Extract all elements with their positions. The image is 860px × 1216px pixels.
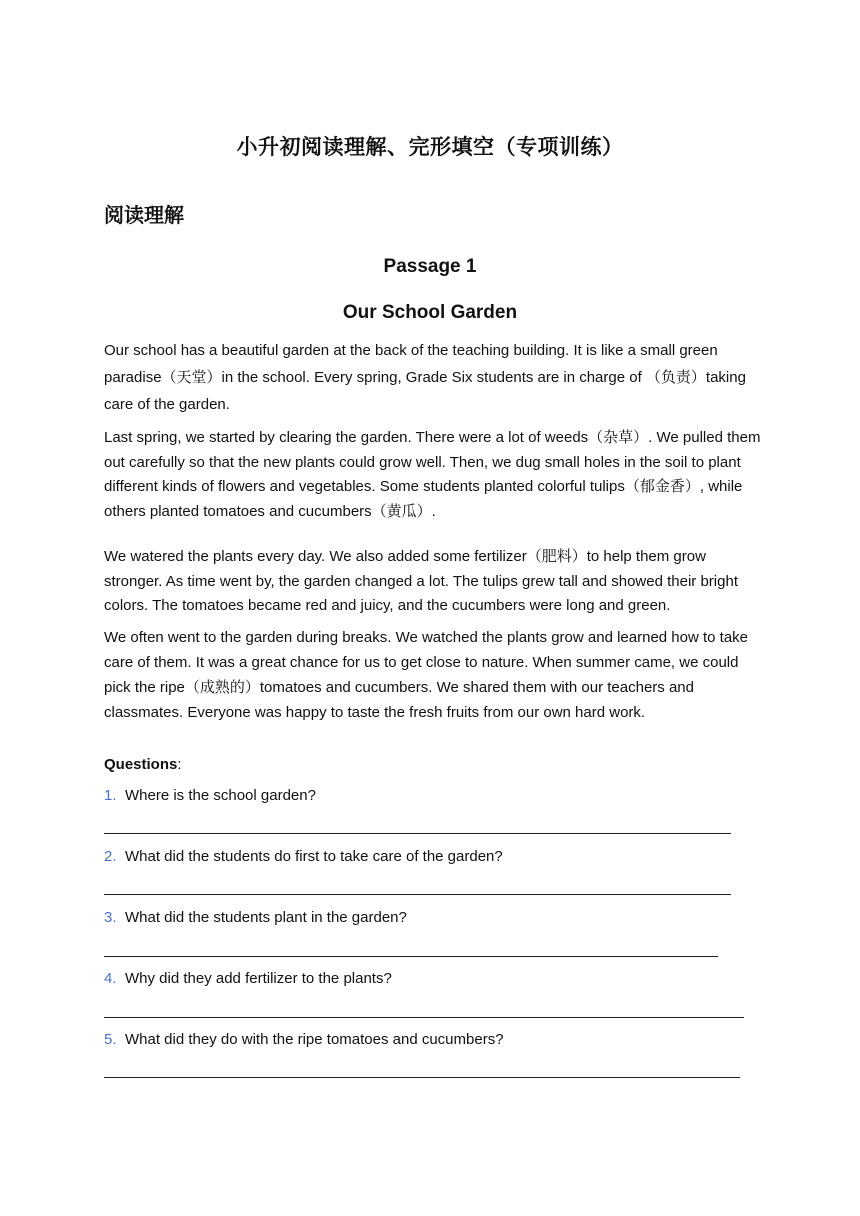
question-text: What did they do with the ripe tomatoes and cucumbers? bbox=[125, 1031, 504, 1048]
document-title: 小升初阅读理解、完形填空（专项训练） bbox=[236, 136, 624, 159]
passage-paragraph-1: Our school has a beautiful garden at the back of the teaching building. It is like a small green paradise（天堂）in the school. Every spring, Grade Six students are in charge of （负责）taking care of the garden. bbox=[104, 342, 746, 413]
passage-title: Our School Garden bbox=[342, 302, 518, 323]
answer-line-2[interactable] bbox=[104, 894, 731, 895]
passage-paragraph-3: We watered the plants every day. We also added some fertilizer（肥料）to help them grow stronger. As time went by, the garden changed a lot. The tulips grew tall and showed their bright colors. The tomatoes became red and juicy, and the cucumbers were long and green. bbox=[104, 548, 738, 614]
answer-line-5[interactable] bbox=[104, 1077, 740, 1078]
question-4 bbox=[104, 970, 392, 987]
questions-label-colon: : bbox=[177, 756, 182, 773]
questions-label: Questions bbox=[104, 756, 178, 773]
questions-heading bbox=[104, 756, 182, 773]
question-number: 3. bbox=[104, 909, 117, 926]
question-number: 5. bbox=[104, 1031, 117, 1048]
question-text: What did the students plant in the garden? bbox=[125, 909, 407, 926]
question-number: 2. bbox=[104, 848, 117, 865]
answer-line-1[interactable] bbox=[104, 833, 731, 834]
section-heading: 阅读理解 bbox=[104, 205, 184, 227]
question-number: 4. bbox=[104, 970, 117, 987]
question-3 bbox=[104, 909, 407, 926]
question-text: Why did they add fertilizer to the plants? bbox=[125, 970, 392, 987]
passage-label: Passage 1 bbox=[383, 256, 477, 277]
question-5 bbox=[104, 1031, 504, 1048]
question-text: What did the students do first to take care of the garden? bbox=[125, 848, 503, 865]
question-number: 1. bbox=[104, 787, 117, 804]
passage-paragraph-2: Last spring, we started by clearing the garden. There were a lot of weeds（杂草）. We pulled them out carefully so that the new plants could grow well. Then, we dug small holes in the soil to plant different kinds of flowers and vegetables. Some students planted colorful tulips（郁金香）, while others planted tomatoes and cucumbers（黄瓜）. bbox=[104, 429, 761, 520]
answer-line-3[interactable] bbox=[104, 956, 718, 957]
question-text: Where is the school garden? bbox=[125, 787, 316, 804]
answer-line-4[interactable] bbox=[104, 1017, 744, 1018]
question-2 bbox=[104, 848, 503, 865]
question-1 bbox=[104, 787, 316, 804]
passage-paragraph-4: We often went to the garden during breaks. We watched the plants grow and learned how to take care of them. It was a great chance for us to get close to nature. When summer came, we could pick the ripe（成熟的）tomatoes and cucumbers. We shared them with our teachers and classmates. Everyone was happy to taste the fresh fruits from our own hard work. bbox=[104, 629, 749, 721]
